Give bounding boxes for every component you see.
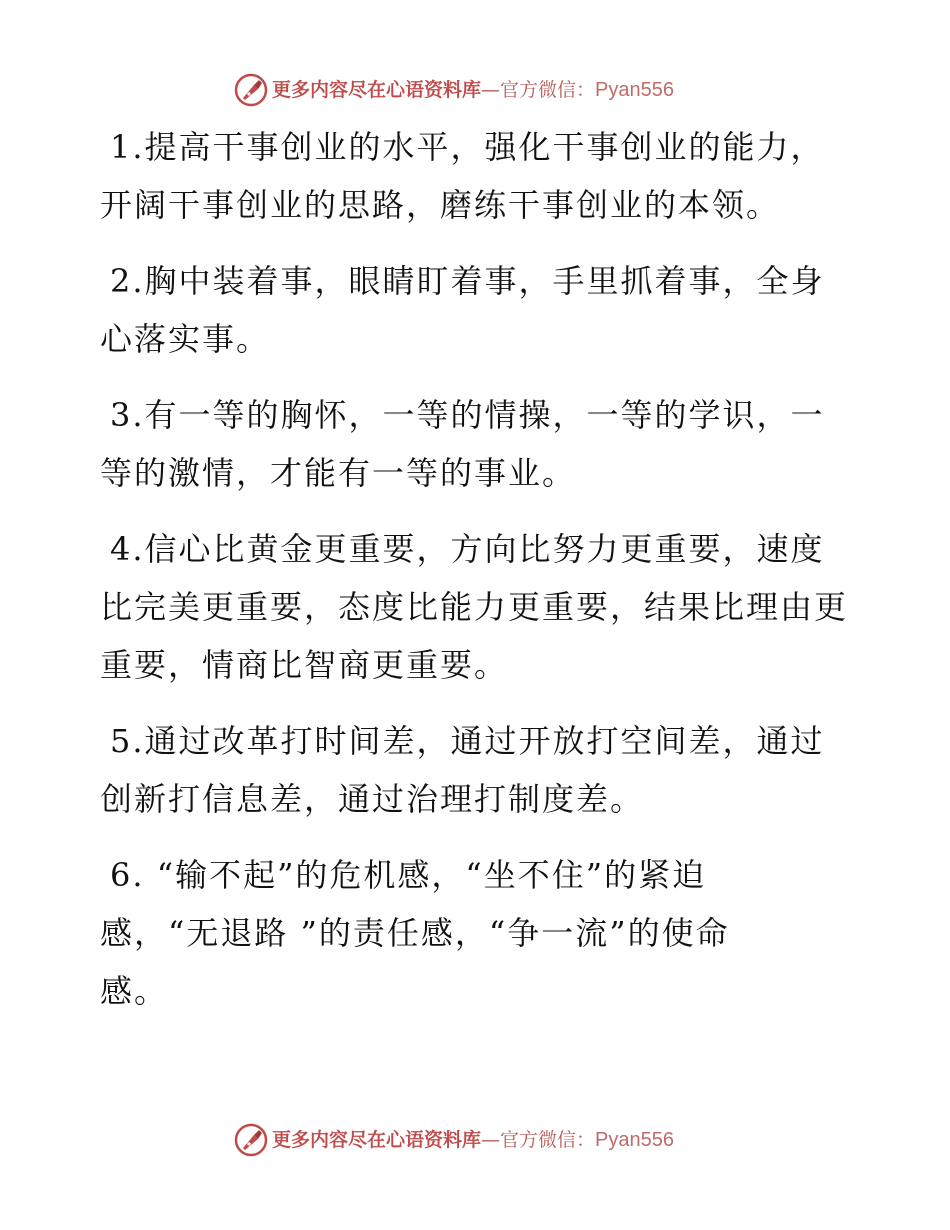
header-banner xyxy=(234,70,714,110)
footer-banner xyxy=(234,1120,714,1160)
list-item xyxy=(100,846,860,1020)
banner-title: 更多内容尽在心语资料库 xyxy=(272,1129,482,1151)
paragraph-line: 心落实事。 xyxy=(100,320,271,358)
list-item xyxy=(100,520,860,694)
banner-wechat-label: 官方微信： xyxy=(500,1129,596,1151)
paragraph-line: 感。 xyxy=(100,972,169,1010)
banner-wechat-id: Pyan556 xyxy=(595,79,674,101)
pen-nib-logo-icon xyxy=(234,73,268,107)
banner-wechat-label: 官方微信： xyxy=(500,79,596,101)
banner-wechat-id: Pyan556 xyxy=(595,1129,674,1151)
paragraph-line: 开阔干事创业的思路，磨练干事创业的本领。 xyxy=(100,186,781,224)
paragraph-line: 等的激情，才能有一等的事业。 xyxy=(100,454,577,492)
banner-title: 更多内容尽在心语资料库 xyxy=(272,79,482,101)
banner-dash: — xyxy=(481,1129,501,1151)
paragraph-line: 5.通过改革打时间差，通过开放打空间差，通过 xyxy=(110,722,825,760)
list-item xyxy=(100,252,860,368)
paragraph-line: 感，“无退路 ”的责任感，“争一流”的使命 xyxy=(100,914,730,952)
paragraph-line: 3.有一等的胸怀，一等的情操，一等的学识，一 xyxy=(110,396,825,434)
document-body xyxy=(100,118,860,1038)
pen-nib-logo-icon xyxy=(234,1123,268,1157)
paragraph-line: 比完美更重要，态度比能力更重要，结果比理由更 xyxy=(100,588,849,626)
paragraph-line: 6. “输不起”的危机感，“坐不住”的紧迫 xyxy=(110,856,707,894)
list-item xyxy=(100,386,860,502)
paragraph-line: 创新打信息差，通过治理打制度差。 xyxy=(100,780,645,818)
paragraph-line: 4.信心比黄金更重要，方向比努力更重要，速度 xyxy=(110,530,825,568)
banner-dash: — xyxy=(481,79,501,101)
paragraph-line: 重要，情商比智商更重要。 xyxy=(100,646,509,684)
list-item xyxy=(100,118,860,234)
list-item xyxy=(100,712,860,828)
paragraph-line: 1.提高干事创业的水平，强化干事创业的能力， xyxy=(110,128,825,166)
paragraph-line: 2.胸中装着事，眼睛盯着事，手里抓着事，全身 xyxy=(110,262,825,300)
